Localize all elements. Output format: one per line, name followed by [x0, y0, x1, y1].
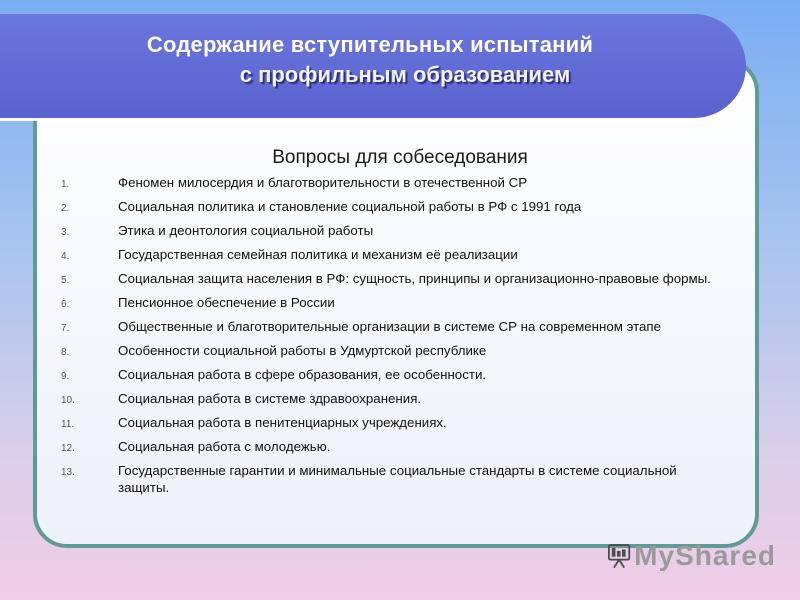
item-text: Государственная семейная политика и механизм её реализации	[118, 247, 518, 262]
item-text: Социальная работа с молодежью.	[118, 439, 331, 454]
item-text: Пенсионное обеспечение в России	[118, 295, 335, 310]
list-item	[58, 174, 718, 193]
list-item	[58, 414, 718, 433]
slide-title-line2: с профильным образованием	[239, 62, 571, 87]
item-text: Этика и деонтология социальной работы	[118, 223, 374, 238]
presentation-board-icon	[606, 538, 632, 574]
list-item	[58, 318, 718, 337]
list-item	[58, 342, 718, 361]
list-item	[58, 462, 718, 496]
slide-title-line1: Содержание вступительных испытаний	[146, 32, 594, 57]
item-number: 7.	[61, 323, 70, 334]
title-underline	[0, 118, 708, 121]
item-text: Общественные и благотворительные организации в системе СР на современном этапе	[118, 319, 662, 334]
item-number: 6.	[61, 299, 70, 310]
item-number: 4.	[61, 251, 70, 262]
section-heading: Вопросы для собеседования	[272, 147, 528, 168]
item-text: Социальная работа в системе здравоохранения.	[118, 391, 422, 406]
item-number: 10.	[61, 395, 75, 406]
item-text: Особенности социальной работы в Удмуртской республике	[118, 343, 487, 358]
list-item	[58, 198, 718, 217]
item-number: 13.	[61, 467, 75, 478]
item-text: Феномен милосердия и благотворительности в отечественной СР	[118, 175, 528, 190]
list-item	[58, 222, 718, 241]
item-text: Социальная защита населения в РФ: сущность, принципы и организационно-правовые формы.	[118, 271, 711, 286]
list-item	[58, 366, 718, 385]
list-item	[58, 294, 718, 313]
item-text: Социальная работа в сфере образования, ее особенности.	[118, 367, 487, 382]
slide-title	[0, 30, 740, 90]
item-number: 9.	[61, 371, 70, 382]
item-text: Социальная работа в пенитенциарных учреждениях.	[118, 415, 447, 430]
item-number: 5.	[61, 275, 70, 286]
list-item	[58, 438, 718, 457]
item-text: Государственные гарантии и минимальные социальные стандарты в системе социальной защиты.	[118, 463, 677, 495]
watermark-text: MyShared	[634, 540, 776, 571]
watermark-logo	[606, 536, 776, 576]
item-number: 1.	[61, 179, 70, 190]
item-number: 8.	[61, 347, 70, 358]
list-item	[58, 270, 718, 289]
list-item	[58, 390, 718, 409]
item-number: 3.	[61, 227, 70, 238]
questions-list	[58, 174, 718, 501]
item-text: Социальная политика и становление социальной работы в РФ с 1991 года	[118, 199, 582, 214]
item-number: 2.	[61, 203, 70, 214]
list-item	[58, 246, 718, 265]
item-number: 12.	[61, 443, 75, 454]
item-number: 11.	[61, 419, 75, 430]
